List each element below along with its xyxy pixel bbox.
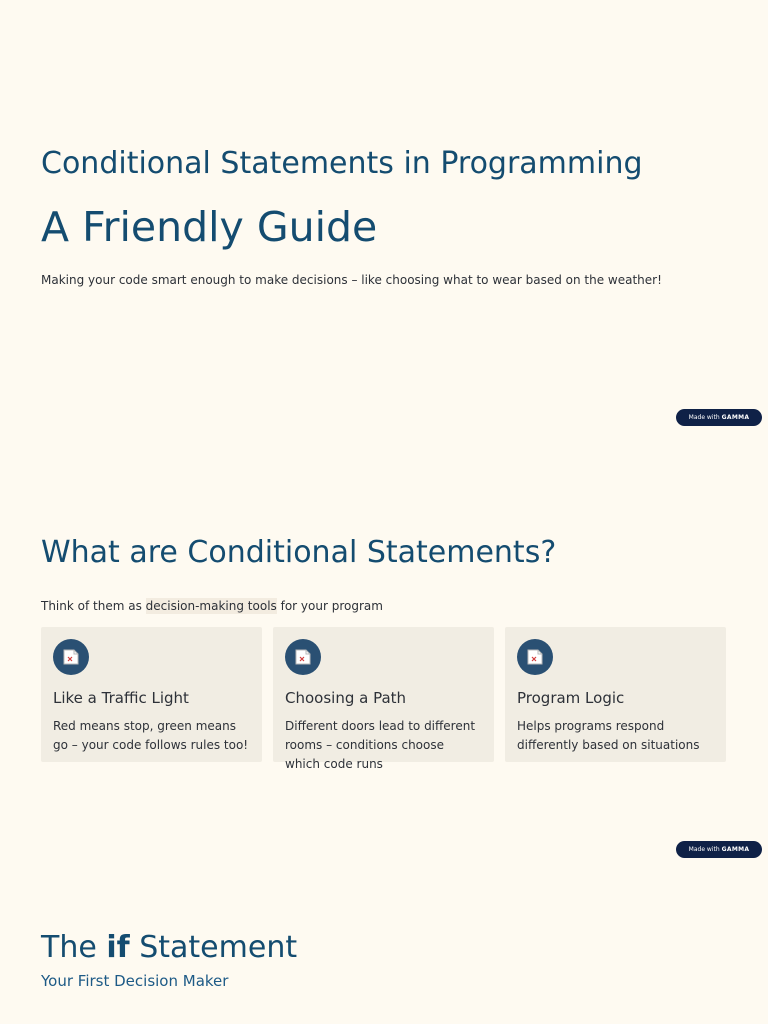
slide3-subtitle: Your First Decision Maker — [41, 972, 229, 990]
badge-brand: GAMMA — [721, 414, 750, 421]
slide3-title — [41, 930, 297, 965]
card-choosing-path — [273, 627, 494, 771]
broken-image-icon — [527, 649, 543, 665]
slide1-title: A Friendly Guide — [41, 203, 378, 251]
title-text-after: Statement — [129, 930, 298, 965]
card-title: Program Logic — [517, 689, 625, 707]
card-icon-container — [53, 639, 89, 675]
if-keyword: if — [106, 930, 130, 965]
slide2-title: What are Conditional Statements? — [41, 535, 557, 570]
card-icon-container — [517, 639, 553, 675]
broken-image-icon — [63, 649, 79, 665]
slide1-lead: Making your code smart enough to make decisions – like choosing what to wear based on the weather! — [41, 273, 662, 287]
broken-image-icon — [295, 649, 311, 665]
title-text-before: The — [41, 930, 107, 965]
card-traffic-light — [41, 627, 262, 762]
card-icon-container — [285, 639, 321, 675]
card-title: Like a Traffic Light — [53, 689, 189, 707]
intro-text-after: for your program — [276, 599, 383, 613]
made-with-gamma-badge[interactable] — [676, 409, 762, 426]
badge-brand: GAMMA — [721, 846, 750, 853]
badge-prefix: Made with — [688, 414, 720, 421]
intro-highlight: decision-making tools — [145, 599, 277, 613]
badge-prefix: Made with — [688, 846, 720, 853]
card-body: Red means stop, green means go – your code follows rules too! — [53, 719, 249, 752]
card-program-logic — [505, 627, 726, 762]
slide2-intro — [41, 599, 383, 613]
slide1-subtitle: Conditional Statements in Programming — [41, 146, 643, 181]
made-with-gamma-badge[interactable] — [676, 841, 762, 858]
card-body: Different doors lead to different rooms – conditions choose which code runs — [285, 719, 476, 771]
card-title: Choosing a Path — [285, 689, 407, 707]
intro-text-before: Think of them as — [41, 599, 146, 613]
card-body: Helps programs respond differently based on situations — [517, 719, 700, 752]
